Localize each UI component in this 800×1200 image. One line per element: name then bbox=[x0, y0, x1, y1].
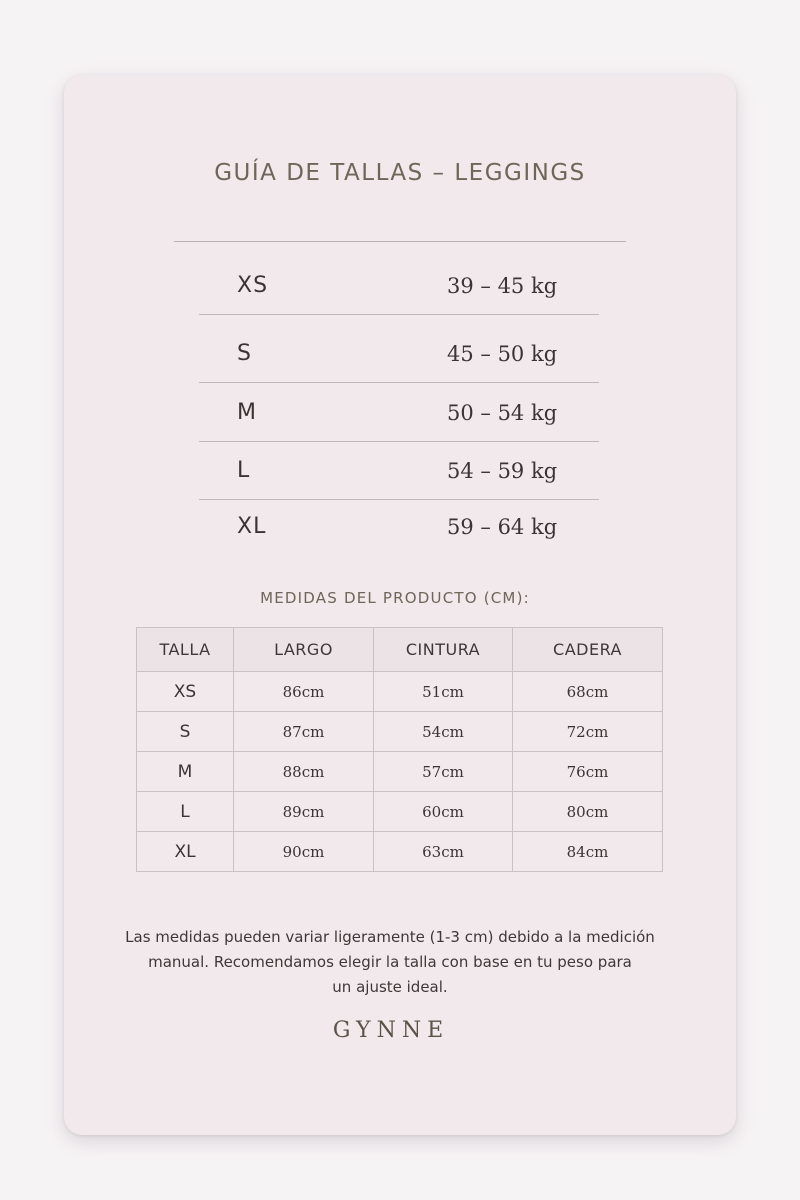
weight-row-m bbox=[199, 383, 599, 442]
table-cell: 90cm bbox=[234, 832, 374, 872]
table-cell: 51cm bbox=[374, 672, 513, 712]
table-cell: 86cm bbox=[234, 672, 374, 712]
size-label: M bbox=[237, 400, 257, 425]
table-cell: 63cm bbox=[374, 832, 513, 872]
column-header-talla: TALLA bbox=[137, 628, 234, 672]
table-cell: 80cm bbox=[513, 792, 663, 832]
size-label: S bbox=[237, 341, 252, 366]
table-cell: XS bbox=[137, 672, 234, 712]
table-row bbox=[137, 712, 663, 752]
table-cell: 57cm bbox=[374, 752, 513, 792]
weight-row-l bbox=[199, 441, 599, 500]
size-label: XL bbox=[237, 514, 267, 539]
page-title: GUÍA DE TALLAS – LEGGINGS bbox=[214, 160, 586, 186]
note-line: un ajuste ideal. bbox=[332, 978, 448, 996]
weight-range: 54 – 59 kg bbox=[447, 458, 558, 483]
measurements-table bbox=[136, 627, 663, 872]
column-header-largo: LARGO bbox=[234, 628, 374, 672]
size-label: L bbox=[237, 458, 251, 483]
column-header-cintura: CINTURA bbox=[374, 628, 513, 672]
note-line: Las medidas pueden variar ligeramente (1-3 cm) debido a la medición bbox=[125, 928, 655, 946]
table-cell: 76cm bbox=[513, 752, 663, 792]
title-divider bbox=[174, 241, 626, 242]
table-cell: 88cm bbox=[234, 752, 374, 792]
table-cell: 87cm bbox=[234, 712, 374, 752]
table-row bbox=[137, 752, 663, 792]
weight-range: 59 – 64 kg bbox=[447, 514, 558, 539]
table-cell: 60cm bbox=[374, 792, 513, 832]
weight-range: 39 – 45 kg bbox=[447, 273, 558, 298]
table-header-row bbox=[137, 628, 663, 672]
table-cell: 72cm bbox=[513, 712, 663, 752]
measurements-heading: MEDIDAS DEL PRODUCTO (CM): bbox=[260, 589, 530, 607]
weight-row-xl bbox=[199, 497, 599, 556]
column-header-cadera: CADERA bbox=[513, 628, 663, 672]
table-cell: XL bbox=[137, 832, 234, 872]
weight-row-s bbox=[199, 324, 599, 383]
table-cell: 89cm bbox=[234, 792, 374, 832]
table-row bbox=[137, 832, 663, 872]
table-cell: 68cm bbox=[513, 672, 663, 712]
weight-range: 50 – 54 kg bbox=[447, 400, 558, 425]
table-cell: S bbox=[137, 712, 234, 752]
table-row bbox=[137, 672, 663, 712]
table-cell: M bbox=[137, 752, 234, 792]
table-cell: 84cm bbox=[513, 832, 663, 872]
weight-range: 45 – 50 kg bbox=[447, 341, 558, 366]
weight-row-xs bbox=[199, 256, 599, 315]
disclaimer-note bbox=[100, 925, 680, 1000]
table-row bbox=[137, 792, 663, 832]
note-line: manual. Recomendamos elegir la talla con base en tu peso para bbox=[148, 953, 632, 971]
size-label: XS bbox=[237, 273, 269, 298]
table-cell: L bbox=[137, 792, 234, 832]
row-divider bbox=[199, 314, 599, 315]
brand-logo: GYNNE bbox=[332, 1018, 450, 1043]
table-cell: 54cm bbox=[374, 712, 513, 752]
